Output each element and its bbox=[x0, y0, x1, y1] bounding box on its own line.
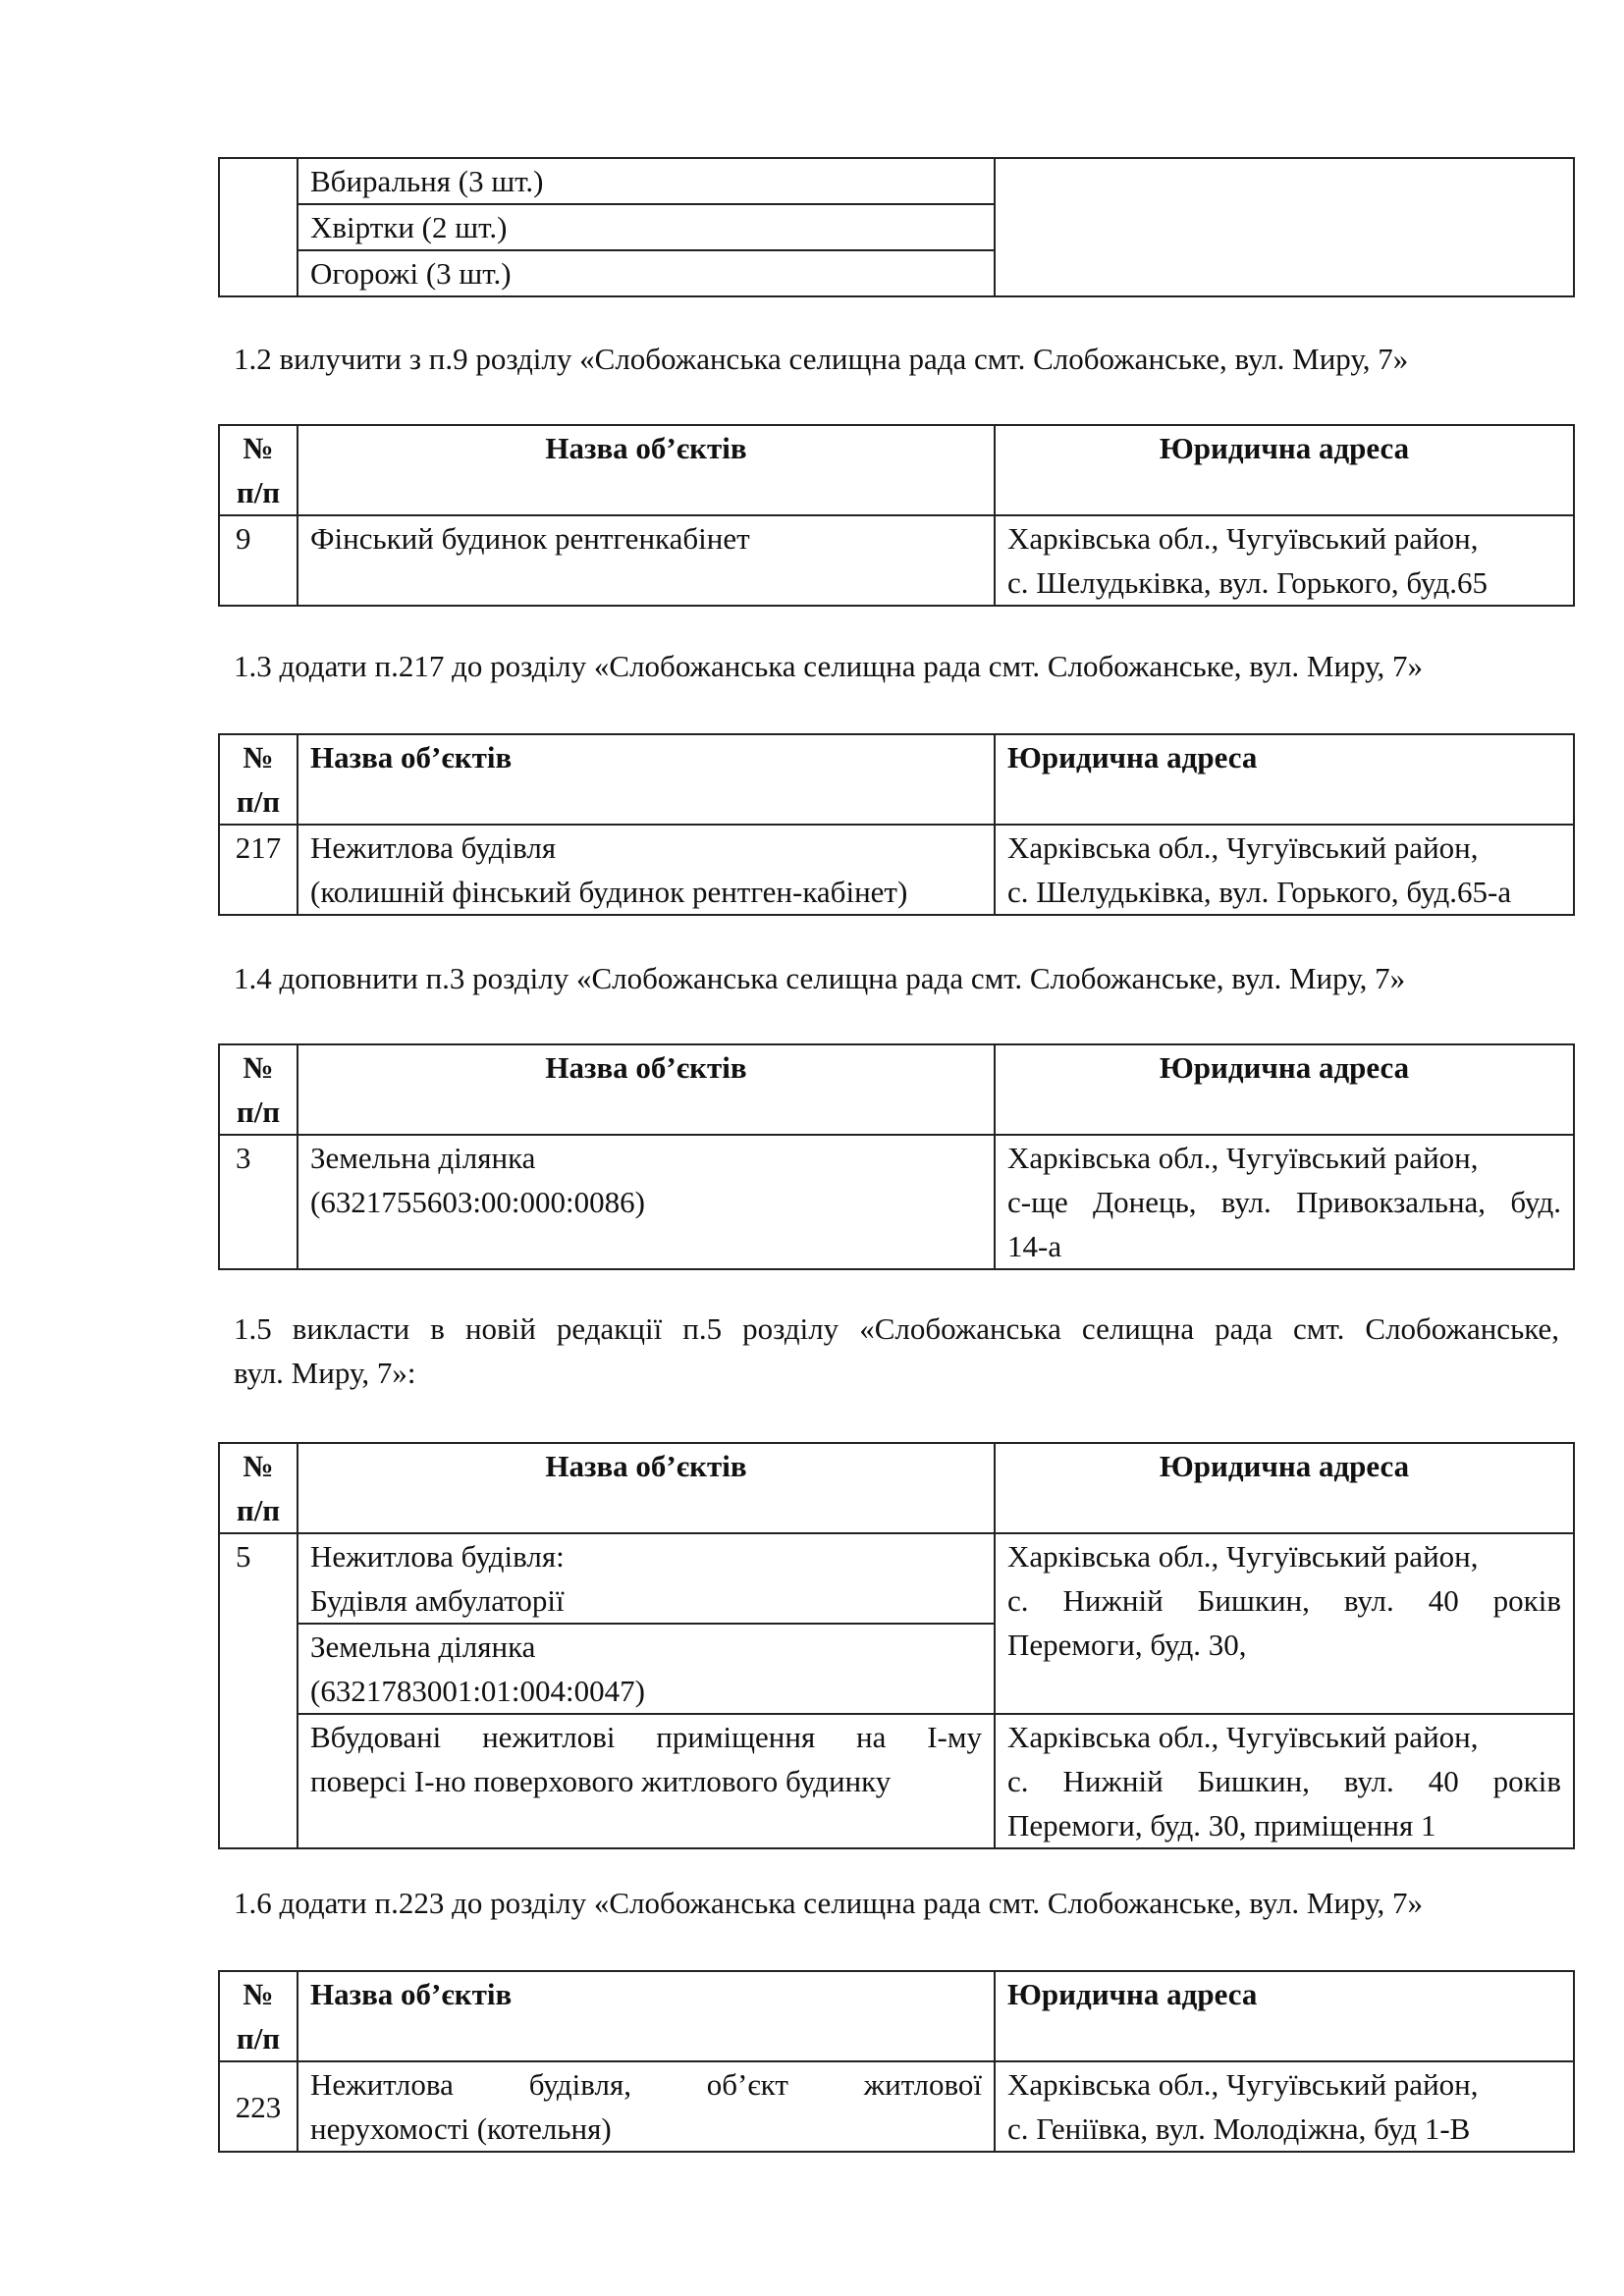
header-num: № п/п bbox=[219, 425, 298, 515]
header-address: Юридична адреса bbox=[995, 1971, 1574, 2061]
paragraph-1-2: 1.2 вилучити з п.9 розділу «Слобожанська селищна рада смт. Слобожанське, вул. Миру, 7» bbox=[234, 342, 1409, 376]
table-1-2 bbox=[218, 424, 1575, 607]
table-1-5 bbox=[218, 1442, 1575, 1849]
row-address: Харківська обл., Чугуївський район, с. Нижній Бишкин, вул. 40 років Перемоги, буд. 30, bbox=[995, 1533, 1574, 1714]
header-address: Юридична адреса bbox=[995, 425, 1574, 515]
row-name: Нежитлова будівля, об’єкт житлової нерухомості (котельня) bbox=[298, 2061, 995, 2152]
header-name: Назва об’єктів bbox=[298, 1971, 995, 2061]
row-name: Фінський будинок рентгенкабінет bbox=[298, 515, 995, 606]
address-cell-empty bbox=[995, 158, 1574, 296]
header-num: № п/п bbox=[219, 1443, 298, 1533]
table-1-4 bbox=[218, 1043, 1575, 1270]
table-1-6 bbox=[218, 1970, 1575, 2153]
header-name: Назва об’єктів bbox=[298, 734, 995, 825]
header-name: Назва об’єктів bbox=[298, 425, 995, 515]
table-cell: Хвіртки (2 шт.) bbox=[298, 204, 995, 250]
table-1-3 bbox=[218, 733, 1575, 916]
row-name: Нежитлова будівля (колишній фінський будинок рентген-кабінет) bbox=[298, 825, 995, 915]
row-num: 5 bbox=[219, 1533, 298, 1848]
header-num: № п/п bbox=[219, 1044, 298, 1135]
row-name: Нежитлова будівля: Будівля амбулаторії bbox=[298, 1533, 995, 1624]
header-address: Юридична адреса bbox=[995, 734, 1574, 825]
header-address: Юридична адреса bbox=[995, 1044, 1574, 1135]
row-address: Харківська обл., Чугуївський район, с-ще Донець, вул. Привокзальна, буд. 14-а bbox=[995, 1135, 1574, 1269]
row-num: 217 bbox=[219, 825, 298, 915]
table-cell: Огорожі (3 шт.) bbox=[298, 250, 995, 296]
header-num: № п/п bbox=[219, 1971, 298, 2061]
paragraph-1-5: 1.5 викласти в новій редакції п.5 розділу «Слобожанська селищна рада смт. Слобожанське, вул. Миру, 7»: bbox=[234, 1311, 1559, 1390]
header-num: № п/п bbox=[219, 734, 298, 825]
paragraph-1-4: 1.4 доповнити п.3 розділу «Слобожанська селищна рада смт. Слобожанське, вул. Миру, 7» bbox=[234, 961, 1406, 995]
paragraph-1-6: 1.6 додати п.223 до розділу «Слобожанська селищна рада смт. Слобожанське, вул. Миру, 7» bbox=[234, 1886, 1424, 1920]
row-num: 223 bbox=[219, 2061, 298, 2152]
num-cell-empty bbox=[219, 158, 298, 296]
row-name: Земельна ділянка (6321755603:00:000:0086) bbox=[298, 1135, 995, 1269]
top-table bbox=[218, 157, 1575, 297]
header-name: Назва об’єктів bbox=[298, 1443, 995, 1533]
row-num: 3 bbox=[219, 1135, 298, 1269]
row-address: Харківська обл., Чугуївський район, с. Геніївка, вул. Молодіжна, буд 1-В bbox=[995, 2061, 1574, 2152]
header-address: Юридична адреса bbox=[995, 1443, 1574, 1533]
row-address: Харківська обл., Чугуївський район, с. Шелудьківка, вул. Горького, буд.65-а bbox=[995, 825, 1574, 915]
row-num: 9 bbox=[219, 515, 298, 606]
row-address: Харківська обл., Чугуївський район, с. Шелудьківка, вул. Горького, буд.65 bbox=[995, 515, 1574, 606]
table-cell: Вбиральня (3 шт.) bbox=[298, 158, 995, 204]
row-name: Земельна ділянка (6321783001:01:004:0047) bbox=[298, 1624, 995, 1714]
row-name: Вбудовані нежитлові приміщення на І-му поверсі І-но поверхового житлового будинку bbox=[298, 1714, 995, 1848]
paragraph-1-3: 1.3 додати п.217 до розділу «Слобожанська селищна рада смт. Слобожанське, вул. Миру, 7» bbox=[234, 649, 1424, 683]
row-address: Харківська обл., Чугуївський район, с. Нижній Бишкин, вул. 40 років Перемоги, буд. 30, приміщення 1 bbox=[995, 1714, 1574, 1848]
header-name: Назва об’єктів bbox=[298, 1044, 995, 1135]
